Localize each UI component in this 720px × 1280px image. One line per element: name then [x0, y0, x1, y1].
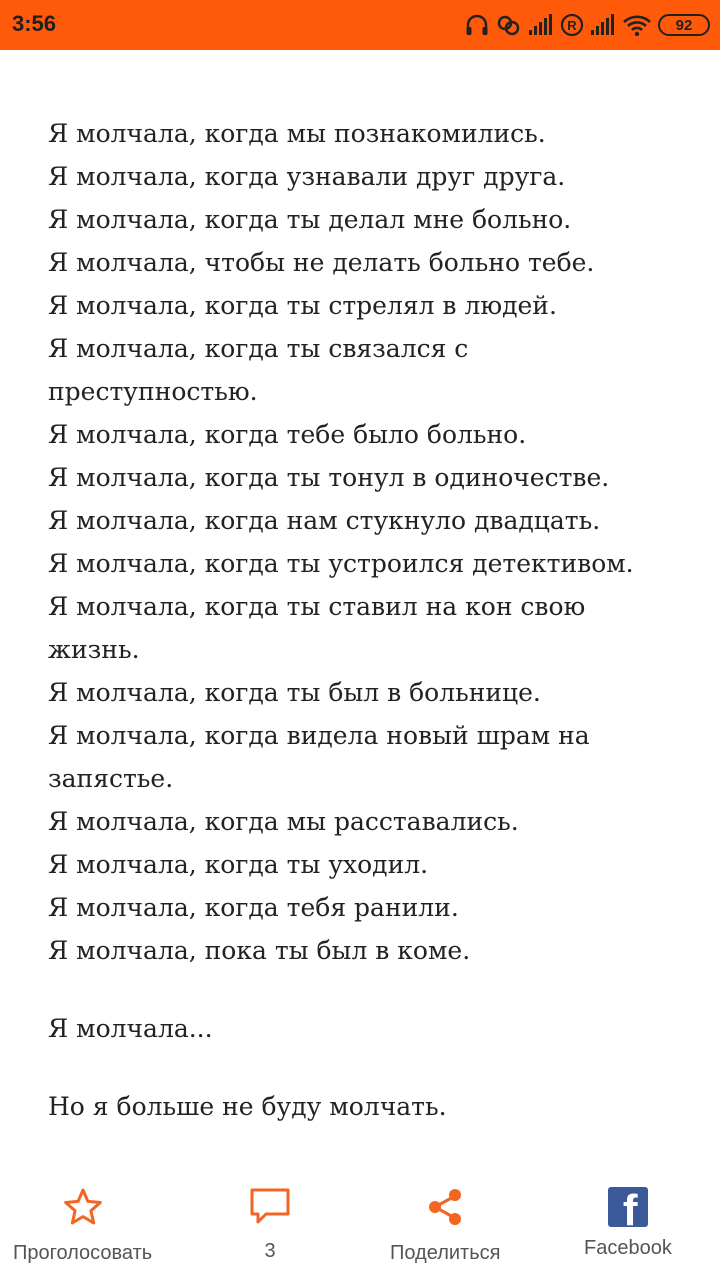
story-line: Я молчала, когда ты ставил на кон свою жизнь. [48, 592, 586, 664]
signal-icon [528, 14, 554, 36]
wifi-icon [622, 13, 652, 37]
facebook-icon: f [608, 1187, 648, 1227]
battery-icon: 92 [658, 14, 710, 36]
vote-button[interactable] [13, 1187, 152, 1265]
story-line: Я молчала, когда ты делал мне больно. [48, 205, 572, 234]
status-time: 3:56 [12, 11, 57, 36]
paragraph-spacer [48, 1050, 678, 1085]
story-line: Я молчала, когда тебе было больно. [48, 420, 527, 449]
svg-text:R: R [567, 18, 577, 33]
bottom-action-bar [0, 1175, 720, 1280]
story-line: Я молчала, когда ты устроился детективом. [48, 549, 634, 578]
story-line: Я молчала, когда мы познакомились. [48, 119, 546, 148]
story-line: Я молчала, когда нам стукнуло двадцать. [48, 506, 601, 535]
status-icons [464, 12, 710, 38]
comments-button[interactable] [248, 1187, 292, 1263]
story-line: Я молчала, когда ты тонул в одиночестве. [48, 463, 610, 492]
share-label: Поделиться [390, 1242, 501, 1264]
link-icon [496, 13, 522, 37]
roaming-icon [560, 13, 584, 37]
story-paragraph: Я молчала... [48, 1014, 213, 1043]
story-line: Я молчала, когда видела новый шрам на запястье. [48, 721, 590, 793]
story-line: Я молчала, когда ты связался с преступностью. [48, 334, 469, 406]
story-line: Я молчала, чтобы не делать больно тебе. [48, 248, 595, 277]
story-line: Я молчала, пока ты был в коме. [48, 936, 471, 965]
story-line: Я молчала, когда узнавали друг друга. [48, 162, 566, 191]
status-bar [0, 0, 720, 50]
story-line: Я молчала, когда мы расставались. [48, 807, 519, 836]
paragraph-spacer [48, 972, 678, 1007]
story-line: Я молчала, когда тебя ранили. [48, 893, 459, 922]
share-icon [425, 1187, 465, 1232]
star-icon [63, 1187, 103, 1232]
signal-icon-2 [590, 14, 616, 36]
facebook-label: Facebook [584, 1237, 672, 1259]
comments-count: 3 [264, 1240, 276, 1262]
headphones-icon [464, 13, 490, 37]
story-line: Я молчала, когда ты стрелял в людей. [48, 291, 557, 320]
story-line: Я молчала, когда ты был в больнице. [48, 678, 541, 707]
share-button[interactable] [390, 1187, 500, 1265]
facebook-button[interactable] [584, 1187, 672, 1260]
story-paragraph: Но я больше не буду молчать. [48, 1092, 447, 1121]
vote-label: Проголосовать [13, 1242, 153, 1264]
story-line: Я молчала, когда ты уходил. [48, 850, 429, 879]
story-text [48, 112, 678, 1128]
comment-icon [248, 1187, 292, 1232]
